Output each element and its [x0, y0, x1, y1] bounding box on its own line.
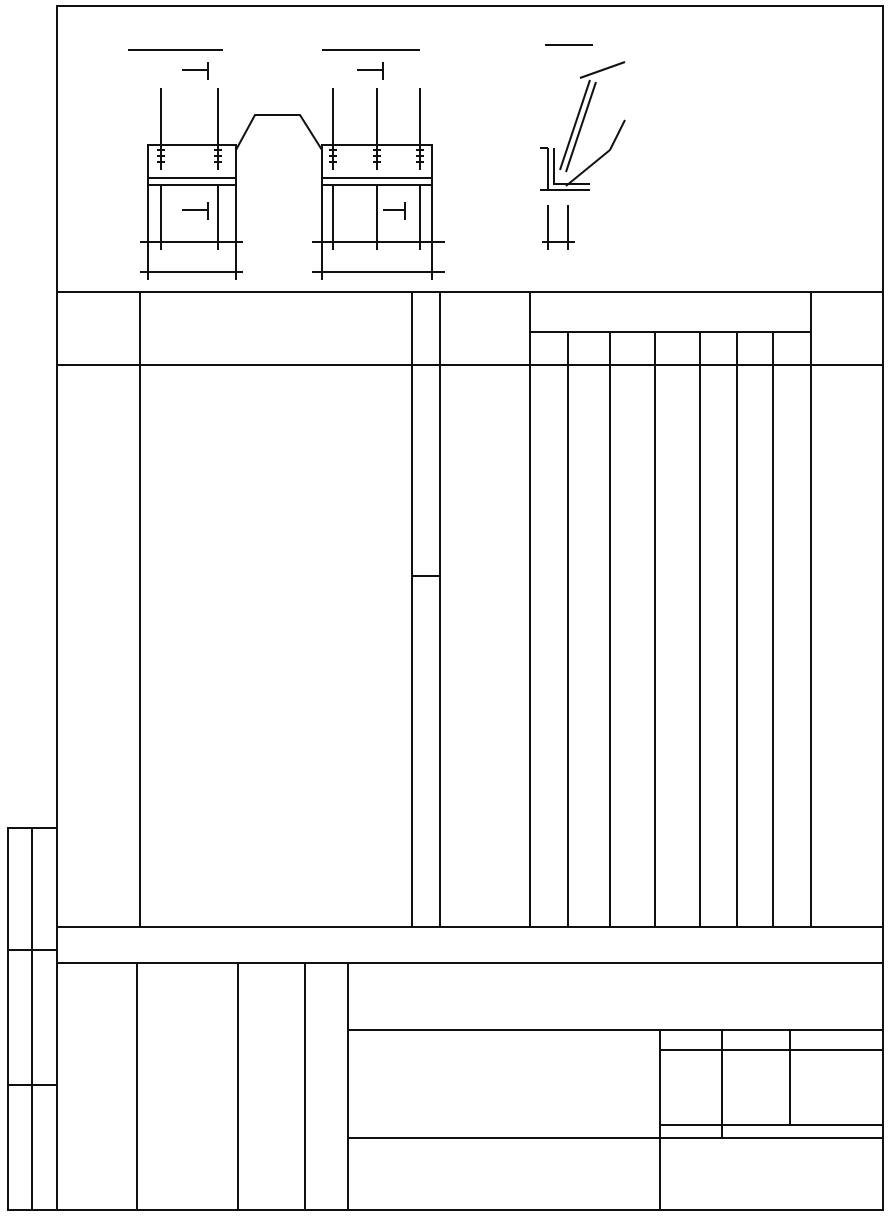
stadia-value [660, 1050, 722, 1125]
header-b1 [568, 332, 610, 365]
header-c1 [737, 332, 773, 365]
ris-group-1 [412, 450, 440, 490]
table-grid [57, 292, 883, 927]
header-massa-2 [811, 336, 883, 354]
header-l [700, 332, 737, 365]
stadia-label [660, 1030, 722, 1050]
masshtab-value [790, 1050, 883, 1125]
masshtab-label [790, 1030, 883, 1050]
side-strip [8, 828, 32, 1210]
org-name-1 [660, 1150, 883, 1174]
header-b2 [610, 332, 655, 365]
ris-group-2 [412, 740, 440, 780]
header-marka [57, 292, 140, 365]
header-d [655, 332, 700, 365]
fig2-graphic [312, 50, 445, 280]
header-massa-1 [811, 314, 883, 334]
massa-value-1 [722, 1068, 790, 1082]
fig1-graphic [128, 50, 322, 280]
header-sechenie-2 [440, 328, 530, 354]
header-oboznachenie [140, 292, 412, 365]
header-B [530, 332, 568, 365]
header-ris [412, 292, 440, 365]
org-name-2 [660, 1176, 883, 1200]
section-graphic [540, 45, 625, 250]
massa-value-2 [722, 1082, 790, 1096]
massa-label [722, 1030, 790, 1050]
header-razmery [530, 292, 811, 332]
header-sechenie-1 [440, 300, 530, 326]
header-c2 [773, 332, 811, 365]
